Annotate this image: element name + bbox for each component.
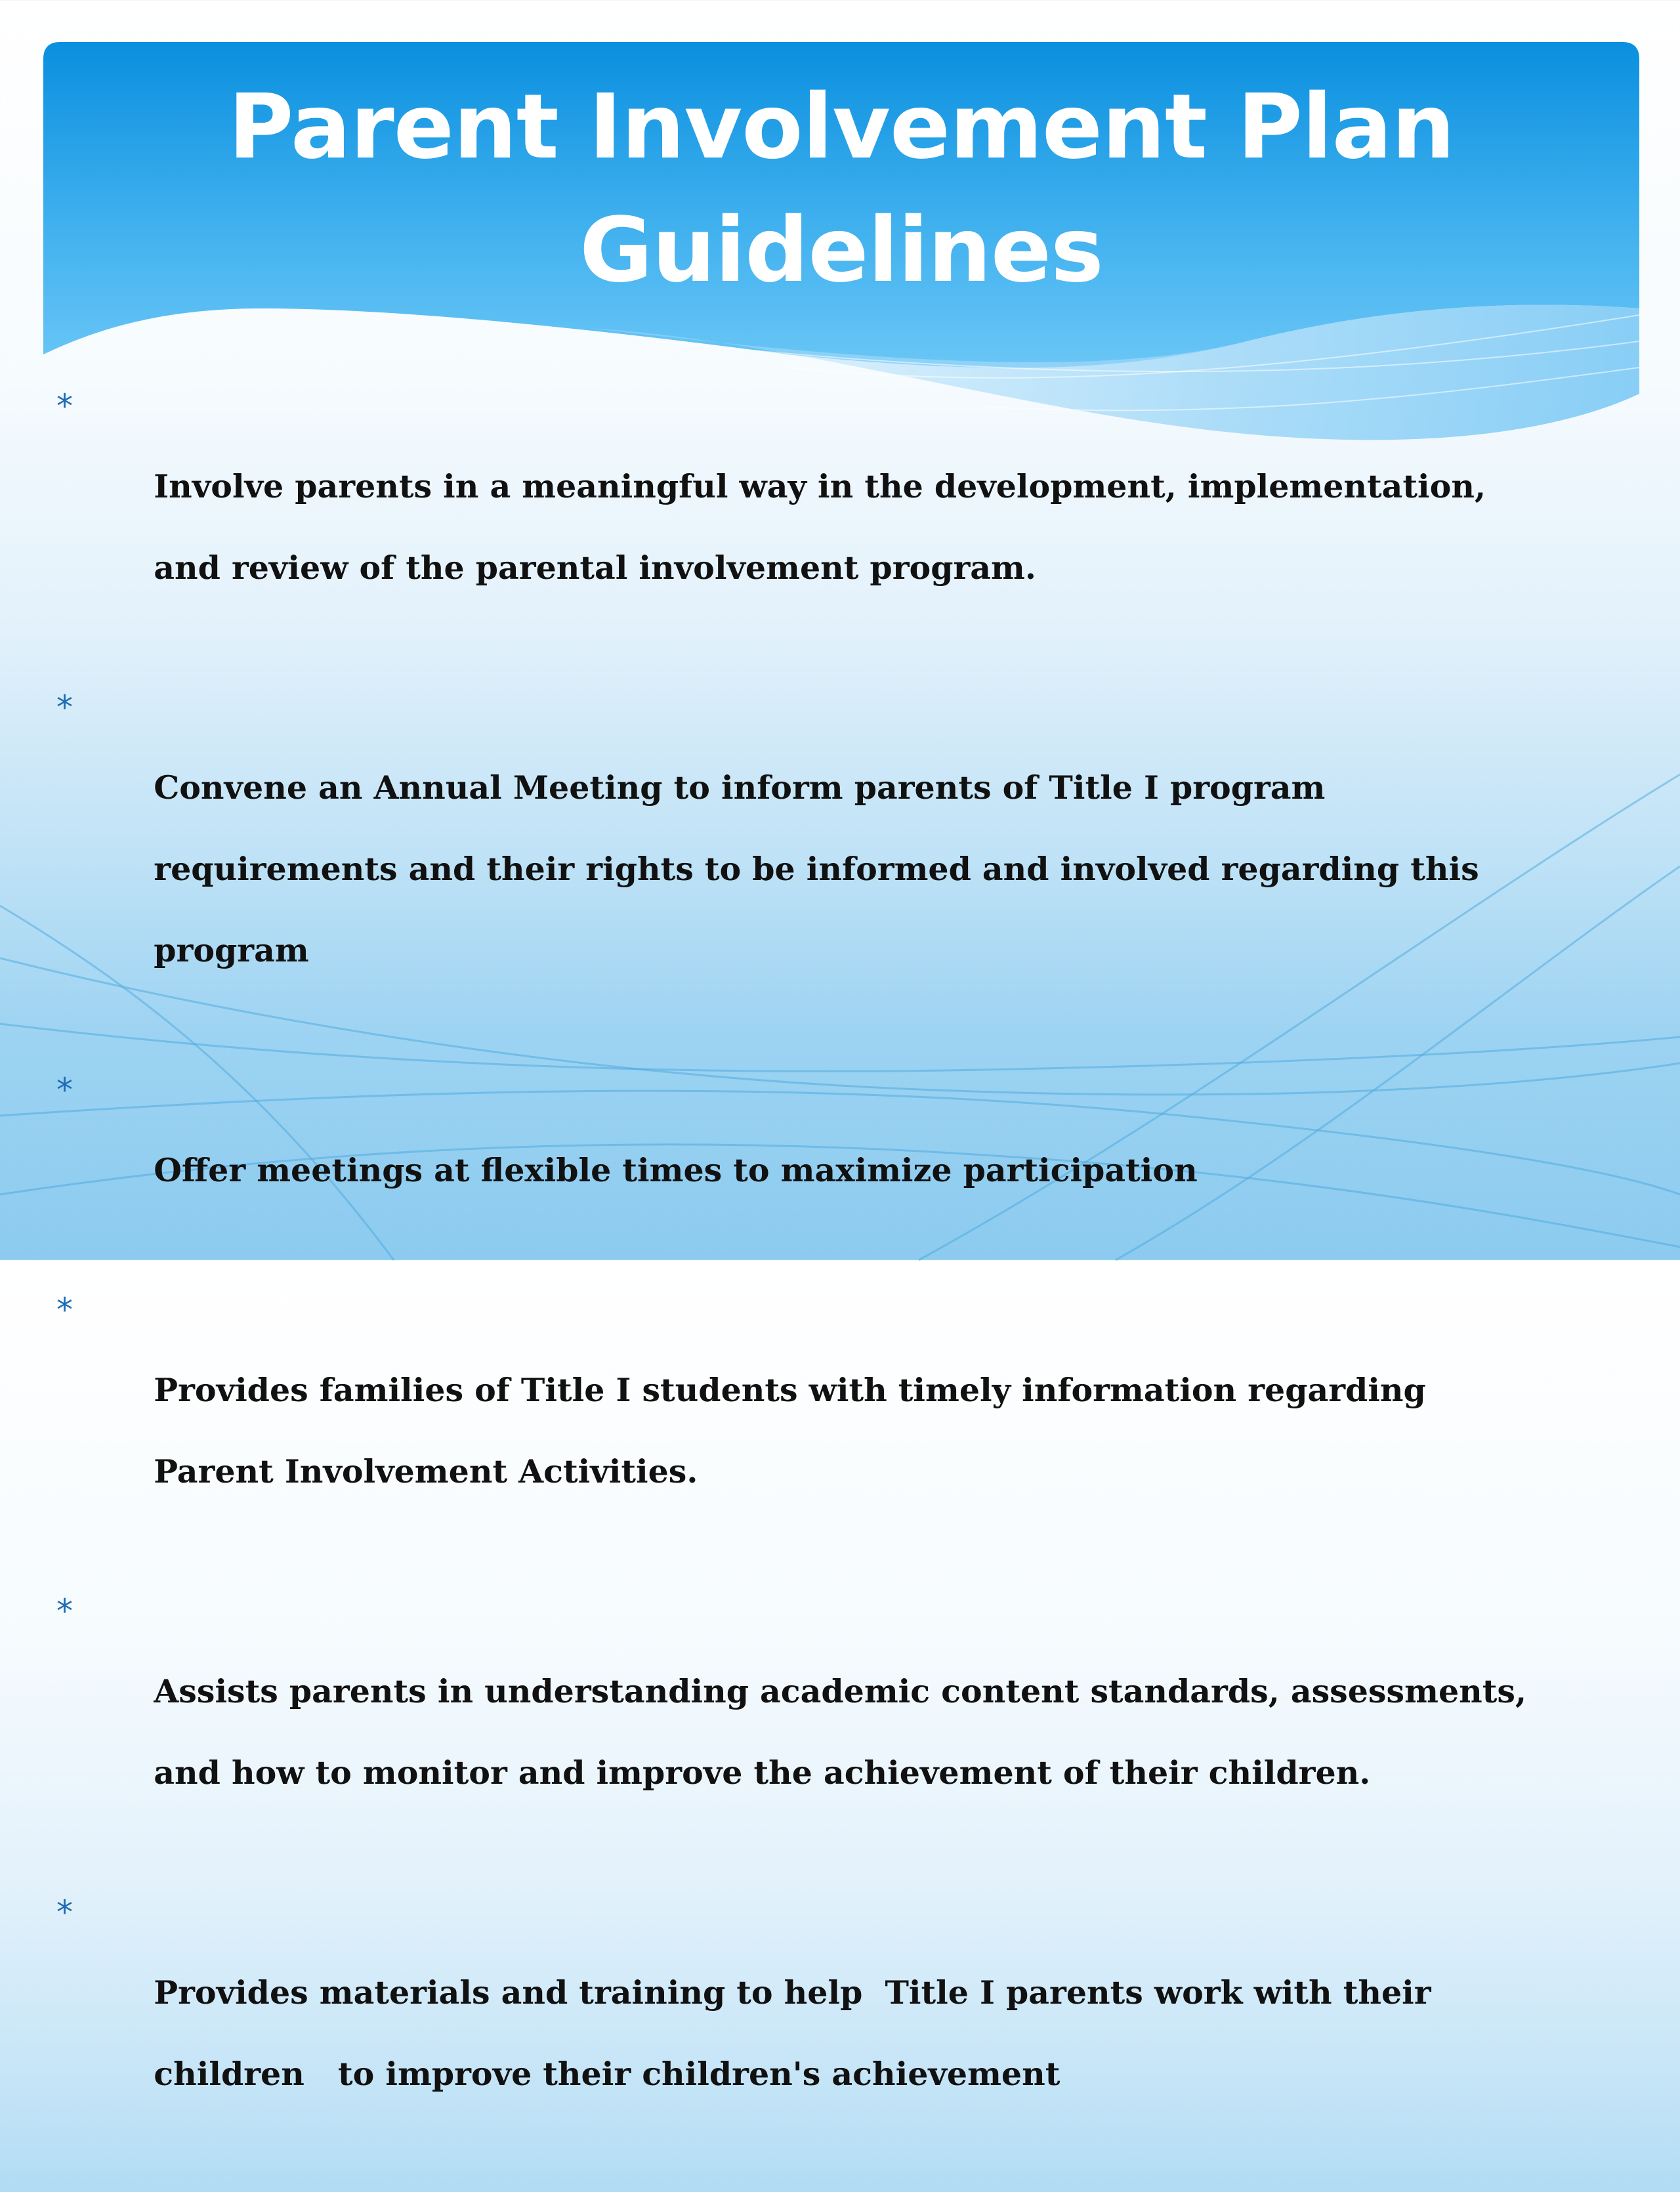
asterisk-bullet-icon: *	[56, 1592, 73, 1630]
bullet-text-line: Offer meetings at flexible times to maximize participation	[154, 1151, 1198, 1189]
bullet-item	[0, 1288, 1680, 1532]
asterisk-bullet-icon: *	[56, 1291, 73, 1329]
bullet-item	[0, 686, 1680, 1011]
bullet-text-line: Involve parents in a meaningful way in the development, implementation,	[154, 467, 1486, 505]
bullet-item	[0, 1590, 1680, 1834]
title-line-1: Parent Involvement Plan	[228, 75, 1455, 179]
bullet-list	[0, 385, 1680, 2192]
bullet-text-line: Assists parents in understanding academic content standards, assessments,	[154, 1672, 1527, 1710]
bullet-text-line: Provides families of Title I students with timely information regarding	[154, 1371, 1426, 1409]
bullet-text-line: Parent Involvement Activities.	[154, 1452, 698, 1490]
asterisk-bullet-icon: *	[56, 1071, 73, 1109]
bullet-text-line: requirements and their rights to be informed and involved regarding this	[154, 850, 1479, 888]
bullet-item	[0, 1891, 1680, 2135]
bullet-item	[0, 1068, 1680, 1231]
asterisk-bullet-icon: *	[56, 688, 73, 727]
bullet-text-line: Convene an Annual Meeting to inform parents of Title I program	[154, 769, 1326, 807]
bullet-item	[0, 385, 1680, 629]
slide-title	[43, 66, 1639, 312]
title-line-2: Guidelines	[579, 199, 1103, 303]
asterisk-bullet-icon: *	[56, 387, 73, 425]
bullet-text-line: and review of the parental involvement program.	[154, 549, 1036, 587]
bullet-text-line: program	[154, 931, 309, 969]
bullet-text-line: Provides materials and training to help Title I parents work with their	[154, 1973, 1431, 2012]
bullet-text-line: and how to monitor and improve the achievement of their children.	[154, 1754, 1371, 1792]
bullet-text-line: children to improve their children's achievement	[154, 2055, 1060, 2093]
asterisk-bullet-icon: *	[56, 1893, 73, 1931]
